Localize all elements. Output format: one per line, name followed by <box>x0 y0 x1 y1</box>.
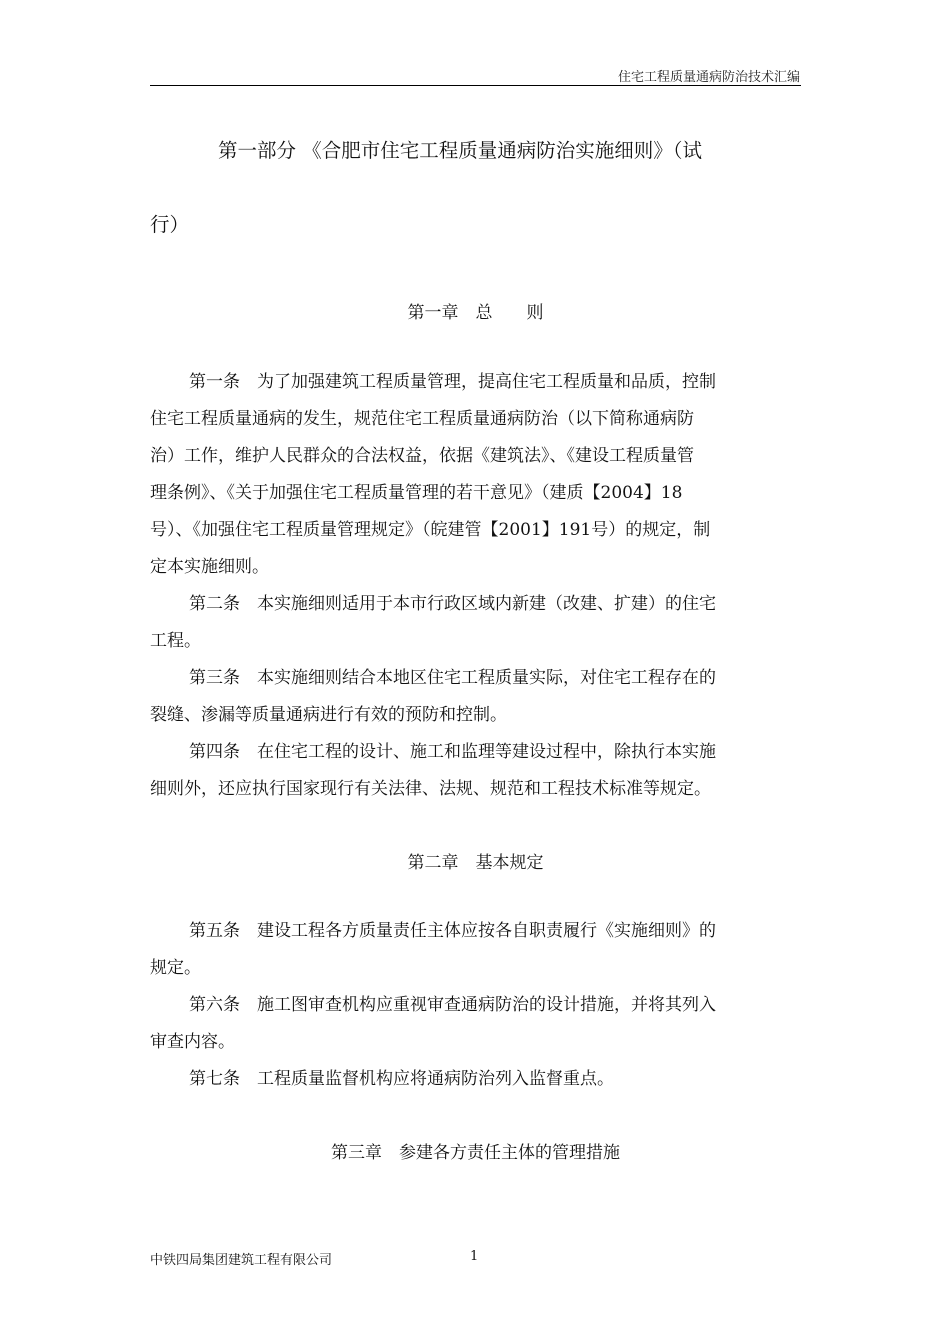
article-line: 规定。 <box>150 958 201 978</box>
chapter-1-heading: 第一章 总 则 <box>407 303 544 323</box>
article-line: 第一条 为了加强建筑工程质量管理，提高住宅工程质量和品质，控制 <box>189 372 716 392</box>
article-line: 定本实施细则。 <box>150 557 269 577</box>
article-line: 号）、《加强住宅工程质量管理规定》（皖建管【2001】191号）的规定，制 <box>150 520 711 540</box>
document-title <box>150 132 801 244</box>
article-line: 审查内容。 <box>150 1032 235 1052</box>
article-line: 第五条 建设工程各方质量责任主体应按各自职责履行《实施细则》的 <box>189 921 716 941</box>
article-line: 第六条 施工图审查机构应重视审查通病防治的设计措施，并将其列入 <box>189 995 716 1015</box>
article-line: 第四条 在住宅工程的设计、施工和监理等建设过程中，除执行本实施 <box>189 742 716 762</box>
article-line: 第七条 工程质量监督机构应将通病防治列入监督重点。 <box>189 1069 614 1089</box>
article-1 <box>150 364 801 586</box>
footer-company: 中铁四局集团建筑工程有限公司 <box>150 1253 333 1268</box>
header-divider <box>150 85 801 86</box>
article-4 <box>150 734 801 808</box>
article-line: 裂缝、渗漏等质量通病进行有效的预防和控制。 <box>150 705 507 725</box>
article-line: 细则外，还应执行国家现行有关法律、法规、规范和工程技术标准等规定。 <box>150 779 711 799</box>
article-line: 工程。 <box>150 631 201 651</box>
article-2 <box>150 586 801 660</box>
chapter-2-heading: 第二章 基本规定 <box>407 853 544 873</box>
article-7 <box>150 1061 801 1098</box>
article-line: 理条例》、《关于加强住宅工程质量管理的若干意见》（建质【2004】18 <box>150 483 683 503</box>
chapter-3-heading: 第三章 参建各方责任主体的管理措施 <box>331 1143 620 1163</box>
page-number: 1 <box>470 1249 479 1264</box>
article-5 <box>150 913 801 987</box>
article-line: 住宅工程质量通病的发生，规范住宅工程质量通病防治（以下简称通病防 <box>150 409 694 429</box>
article-6 <box>150 987 801 1061</box>
article-3 <box>150 660 801 734</box>
title-line-1: 第一部分 《合肥市住宅工程质量通病防治实施细则》（试 <box>218 139 702 162</box>
article-line: 第三条 本实施细则结合本地区住宅工程质量实际，对住宅工程存在的 <box>189 668 716 688</box>
title-line-2: 行） <box>150 213 190 236</box>
article-line: 治）工作，维护人民群众的合法权益，依据《建筑法》、《建设工程质量管 <box>150 446 694 466</box>
running-header: 住宅工程质量通病防治技术汇编 <box>617 70 800 85</box>
article-line: 第二条 本实施细则适用于本市行政区域内新建（改建、扩建）的住宅 <box>189 594 716 614</box>
